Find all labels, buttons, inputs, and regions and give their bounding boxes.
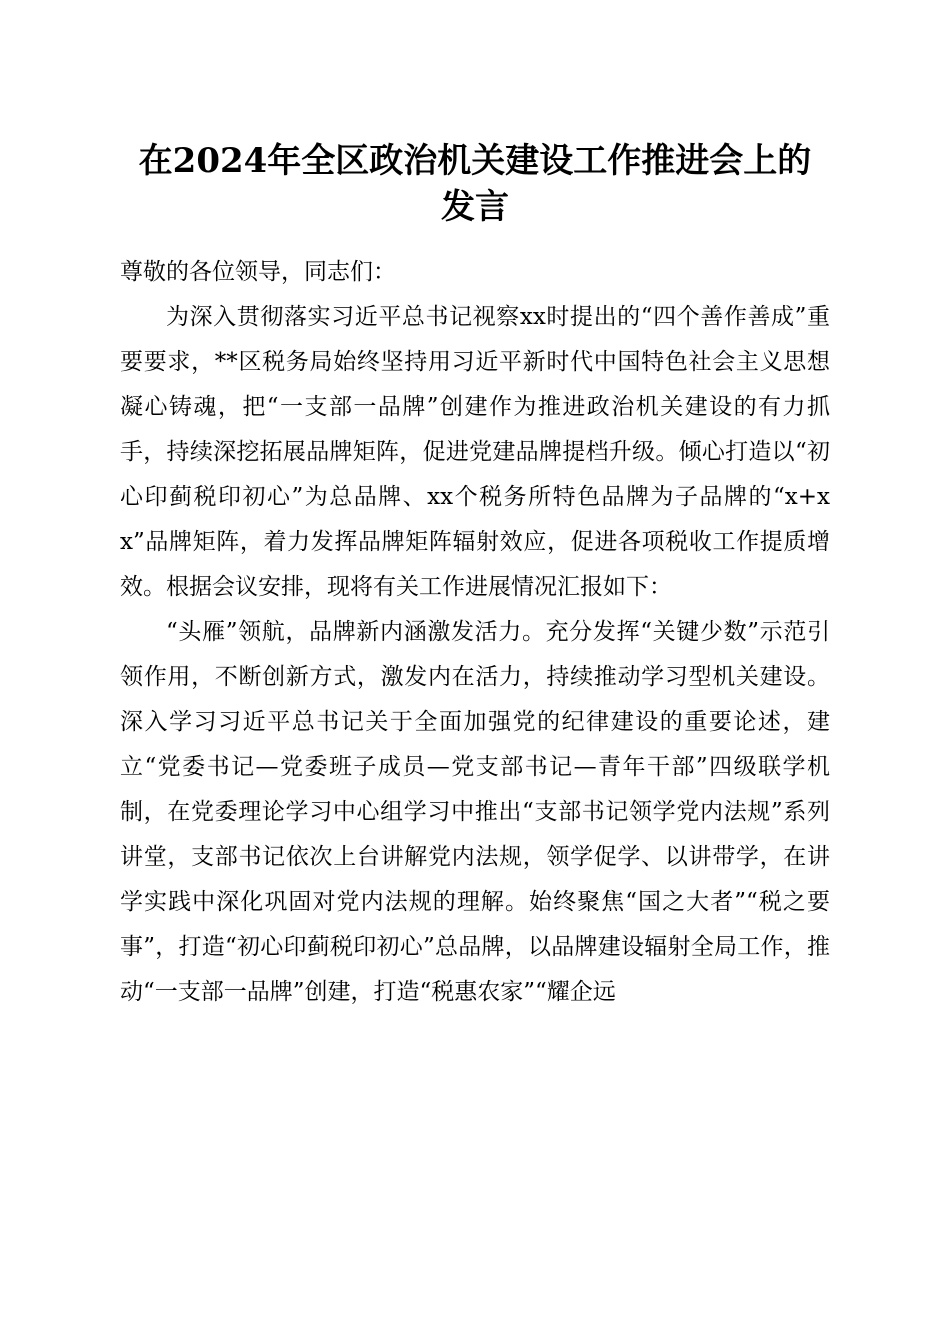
document-title-line-1: 在2024年全区政治机关建设工作推进会上的	[138, 141, 812, 181]
body-paragraph-2: “头雁”领航，品牌新内涵激发活力。充分发挥“关键少数”示范引领作用，不断创新方式，激发内在活力，持续推动学习型机关建设。深入学习习近平总书记关于全面加强党的纪律建设的重要论述，建立“党委书记—党委班子成员—党支部书记—青年干部”四级联学机制，在党委理论学习中心组学习中推出“支部书记领学党内法规”系列讲堂，支部书记依次上台讲解党内法规，领学促学、以讲带学，在讲学实践中深化巩固对党内法规的理解。始终聚焦“国之大者”“税之要事”，打造“初心印蓟税印初心”总品牌，以品牌建设辐射全局工作，推动“一支部一品牌”创建，打造“税惠农家”“耀企远	[120, 619, 830, 1005]
document-title-line-2: 发言	[441, 187, 509, 227]
salutation: 尊敬的各位领导，同志们：	[120, 259, 396, 285]
body-paragraph-1: 为深入贯彻落实习近平总书记视察xx时提出的“四个善作善成”重要要求，**区税务局始终坚持用习近平新时代中国特色社会主义思想凝心铸魂，把“一支部一品牌”创建作为推进政治机关建设的有力抓手，持续深挖拓展品牌矩阵，促进党建品牌提档升级。倾心打造以“初心印蓟税印初心”为总品牌、xx个税务所特色品牌为子品牌的“x+xx”品牌矩阵，着力发挥品牌矩阵辐射效应，促进各项税收工作提质增效。根据会议安排，现将有关工作进展情况汇报如下：	[120, 304, 830, 600]
document-title	[120, 138, 830, 230]
document-body	[120, 250, 830, 1015]
